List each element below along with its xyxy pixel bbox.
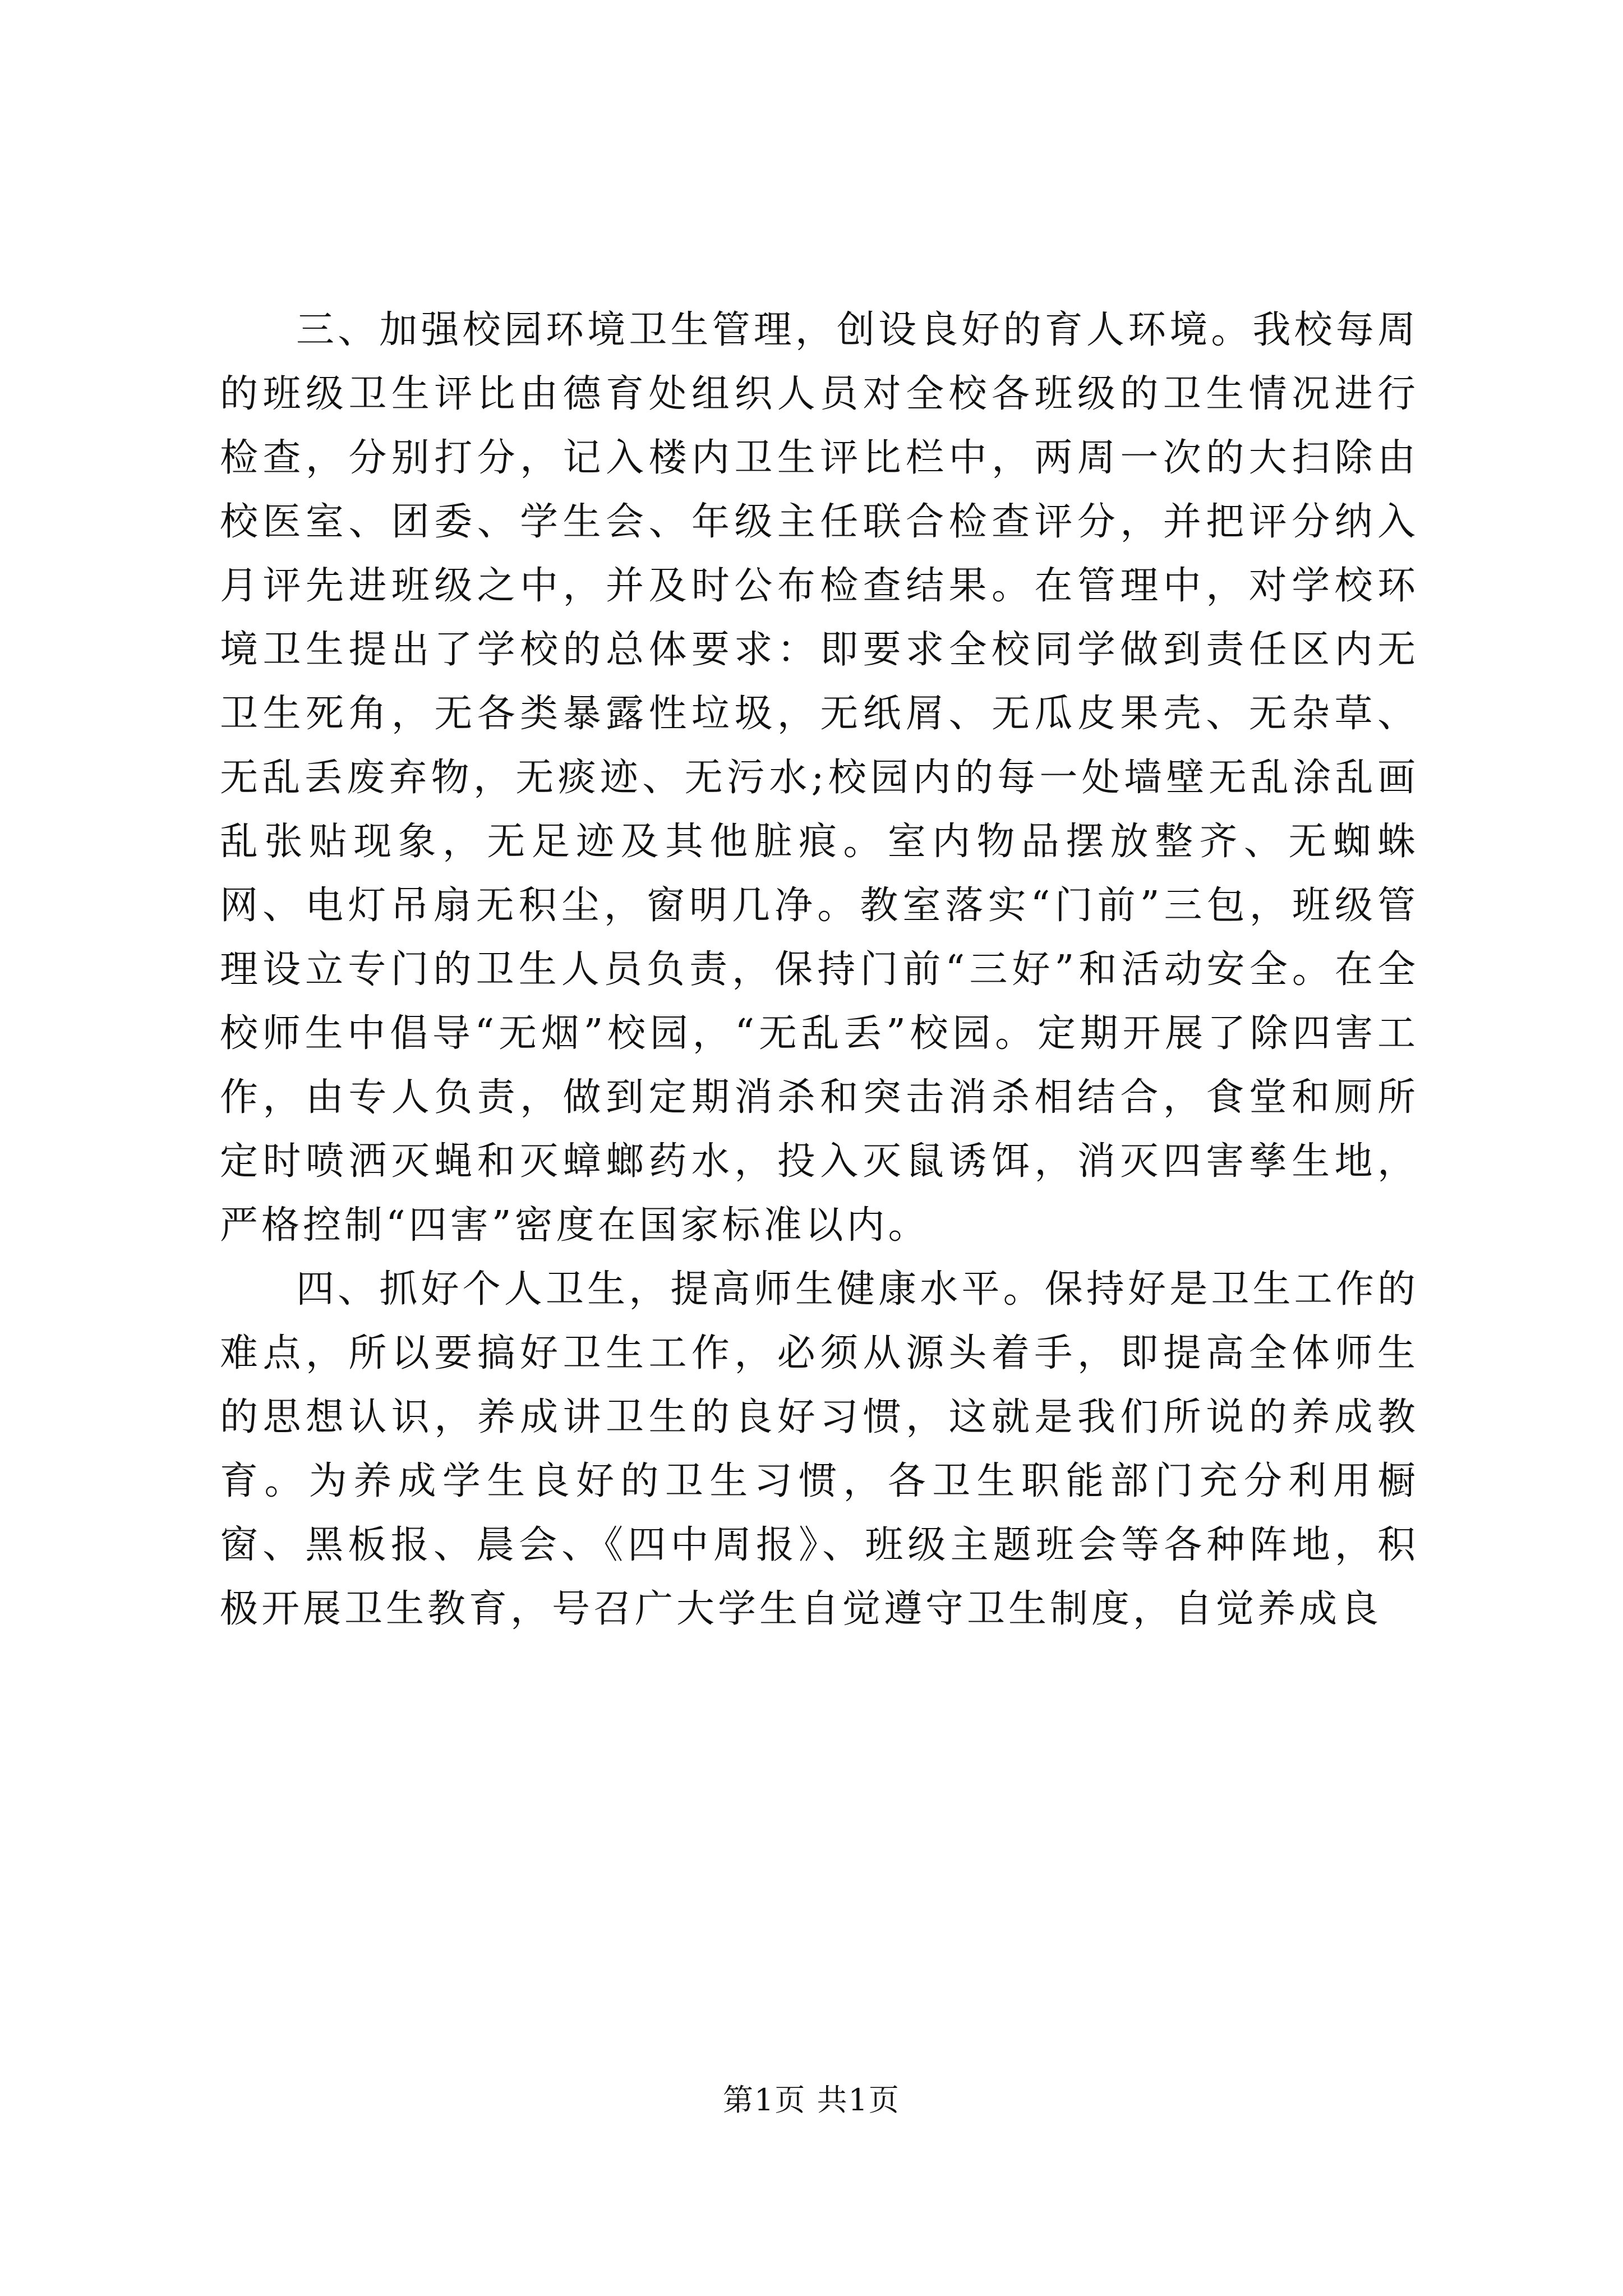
paragraph-section-four: 四、抓好个人卫生，提高师生健康水平。保持好是卫生工作的难点，所以要搞好卫生工作，必须从源头着手，即提高全体师生的思想认识，养成讲卫生的良好习惯，这就是我们所说的养成教育。为养成学生良好的卫生习惯，各卫生职能部门充分利用橱窗、黑板报、晨会、《四中周报》、班级主题班会等各种阵地，积极开展卫生教育，号召广大学生自觉遵守卫生制度，自觉养成良 [220, 1267, 1419, 1631]
page-footer: 第1页 共1页 [723, 2082, 900, 2118]
document-body [220, 298, 1419, 1641]
paragraph-section-three: 三、加强校园环境卫生管理，创设良好的育人环境。我校每周的班级卫生评比由德育处组织人员对全校各班级的卫生情况进行检查，分别打分，记入楼内卫生评比栏中，两周一次的大扫除由校医室、团委、学生会、年级主任联合检查评分，并把评分纳入月评先进班级之中，并及时公布检查结果。在管理中，对学校环境卫生提出了学校的总体要求：即要求全校同学做到责任区内无卫生死角，无各类暴露性垃圾，无纸屑、无瓜皮果壳、无杂草、无乱丢废弃物，无痰迹、无污水;校园内的每一处墙壁无乱涂乱画乱张贴现象，无足迹及其他脏痕。室内物品摆放整齐、无蜘蛛网、电灯吊扇无积尘，窗明几净。教室落实“门前”三包，班级管理设立专门的卫生人员负责，保持门前“三好”和活动安全。在全校师生中倡导“无烟”校园，“无乱丢”校园。定期开展了除四害工作，由专人负责，做到定期消杀和突击消杀相结合，食堂和厕所定时喷洒灭蝇和灭蟑螂药水，投入灭鼠诱饵，消灭四害孳生地，严格控制“四害”密度在国家标准以内。 [220, 308, 1419, 1248]
